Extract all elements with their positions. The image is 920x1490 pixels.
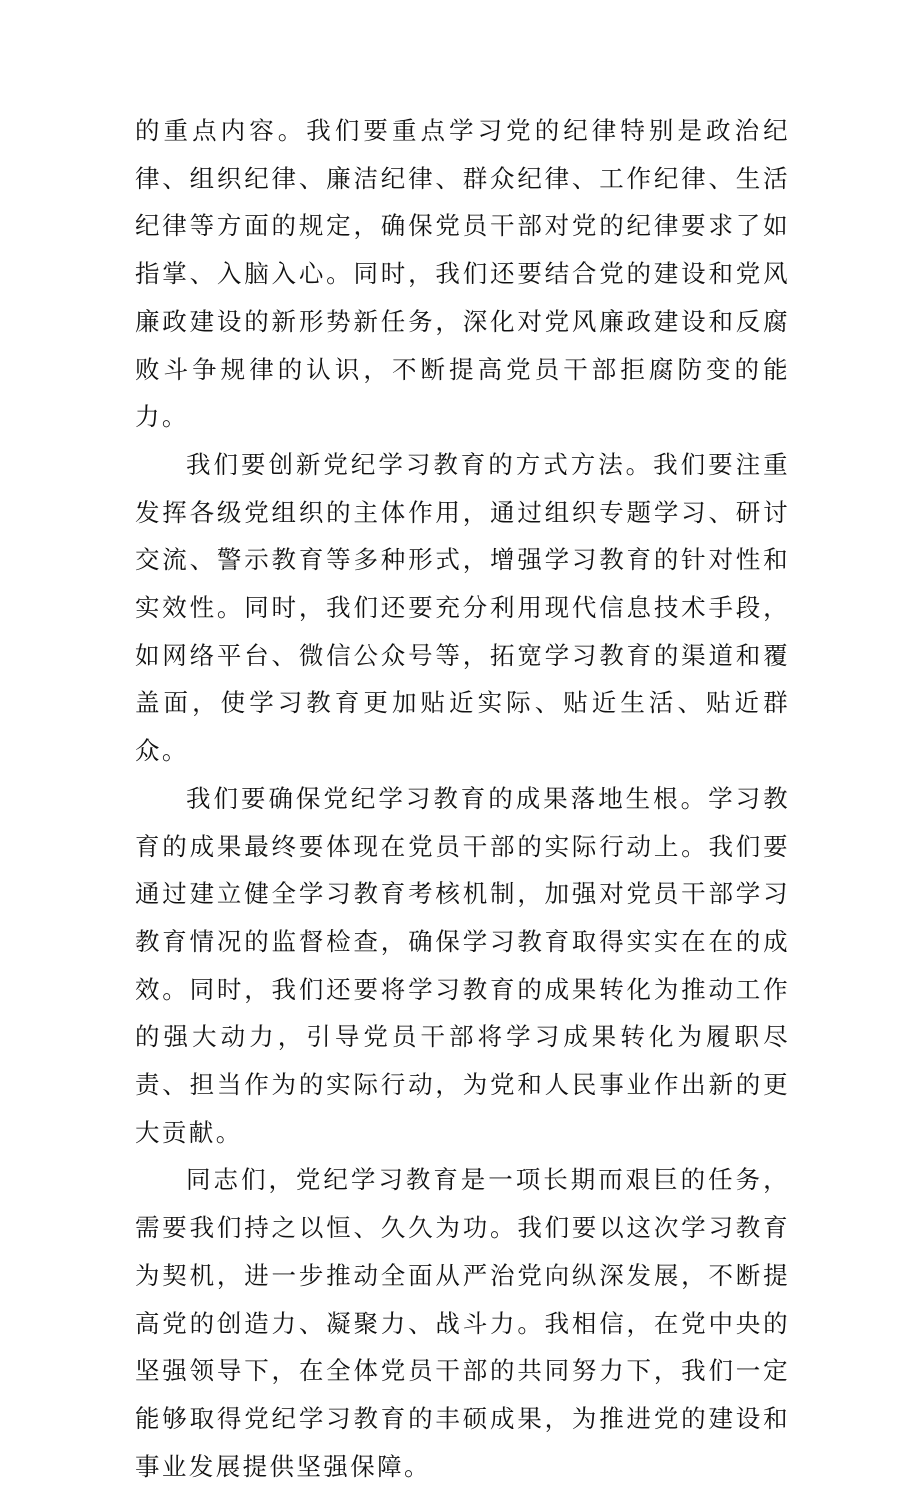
paragraph-continued: 的重点内容。我们要重点学习党的纪律特别是政治纪律、组织纪律、廉洁纪律、群众纪律、工作纪律、生活纪律等方面的规定，确保党员干部对党的纪律要求了如指掌、入脑入心。同时，我们还要结合党的建设和党风廉政建设的新形势新任务，深化对党风廉政建设和反腐败斗争规律的认识，不断提高党员干部拒腐防变的能力。 — [135, 116, 790, 432]
paragraph-innovate-methods: 我们要创新党纪学习教育的方式方法。我们要注重发挥各级党组织的主体作用，通过组织专题学习、研讨交流、警示教育等多种形式，增强学习教育的针对性和实效性。同时，我们还要充分利用现代信息技术手段，如网络平台、微信公众号等，拓宽学习教育的渠道和覆盖面，使学习教育更加贴近实际、贴近生活、贴近群众。 — [135, 449, 790, 766]
paragraph-conclusion: 同志们，党纪学习教育是一项长期而艰巨的任务，需要我们持之以恒、久久为功。我们要以这次学习教育为契机，进一步推动全面从严治党向纵深发展，不断提高党的创造力、凝聚力、战斗力。我相信，在党中央的坚强领导下，在全体党员干部的共同努力下，我们一定能够取得党纪学习教育的丰硕成果，为推进党的建设和事业发展提供坚强保障。 — [135, 1165, 790, 1481]
document-body — [135, 107, 790, 1490]
paragraph-ensure-results: 我们要确保党纪学习教育的成果落地生根。学习教育的成果最终要体现在党员干部的实际行动上。我们要通过建立健全学习教育考核机制，加强对党员干部学习教育情况的监督检查，确保学习教育取得实实在在的成效。同时，我们还要将学习教育的成果转化为推动工作的强大动力，引导党员干部将学习成果转化为履职尽责、担当作为的实际行动，为党和人民事业作出新的更大贡献。 — [135, 783, 790, 1147]
